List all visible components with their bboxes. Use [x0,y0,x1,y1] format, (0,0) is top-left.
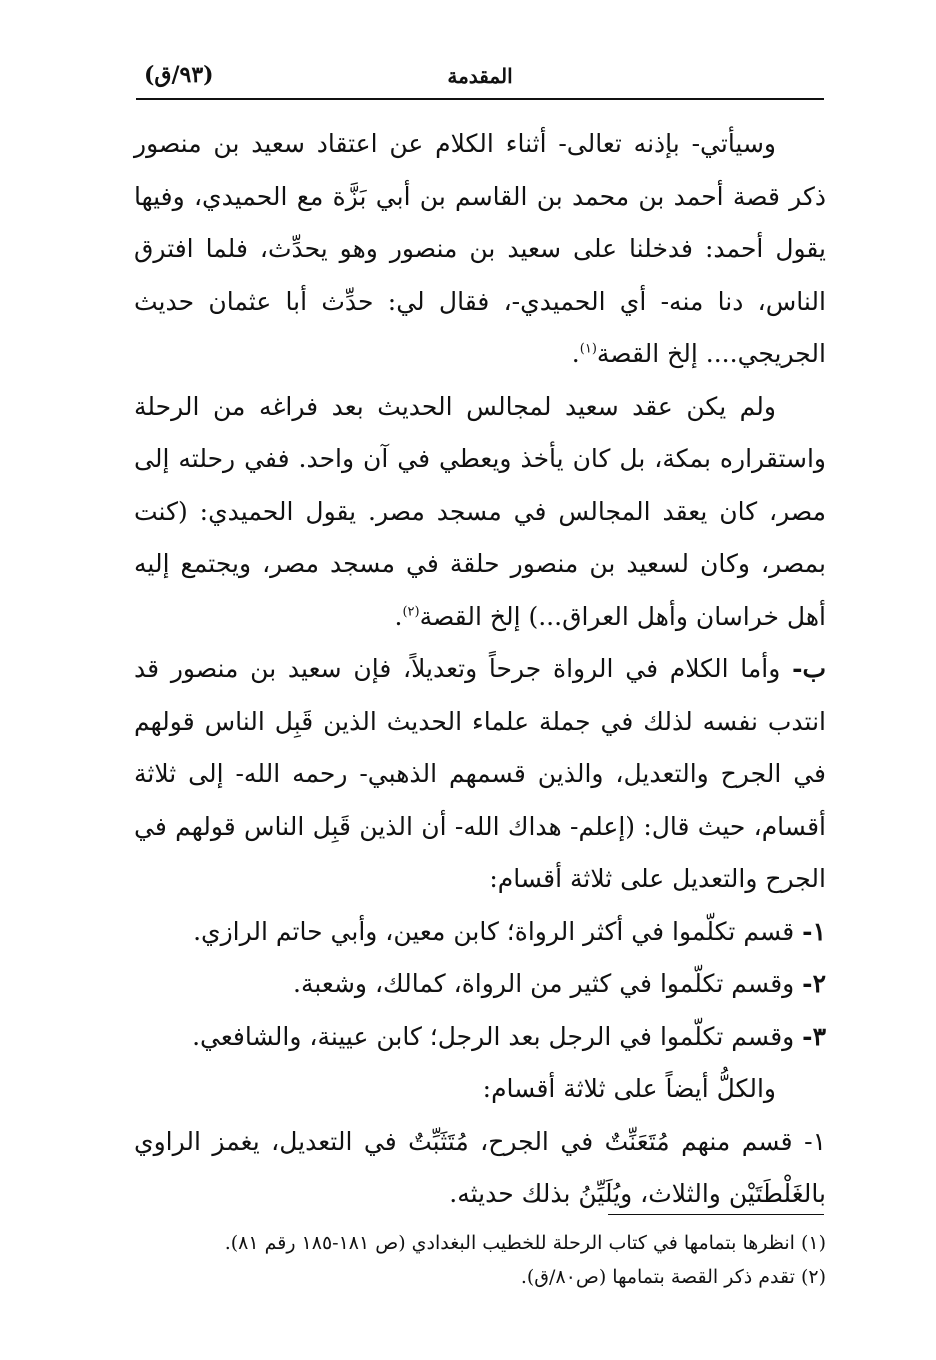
paragraph-1-text: وسيأتي- بإذنه تعالى- أثناء الكلام عن اعتقاد سعيد بن منصور ذكر قصة أحمد بن محمد بن القاسم بن أبي بَزَّة مع الحميدي، وفيها يقول أحمد: فدخلنا على سعيد بن منصور وهو يحدِّث، فلما افترق الناس، دنا منه- أي الحميدي-، فقال لي: حدِّث أبا عثمان حديث الجريجي.... إلخ القصة [134,129,826,368]
footnote-ref-1: (١) [579,341,597,357]
list-item-number: ٢- [802,969,826,998]
main-text [134,118,826,1221]
paragraph-2-text: ولم يكن عقد سعيد لمجالس الحديث بعد فراغه من الرحلة واستقراره بمكة، بل كان يأخذ ويعطي في آن واحد. ففي رحلته إلى مصر، كان يعقد المجالس في مسجد مصر. يقول الحميدي: (كنت بمصر، وكان لسعيد بن منصور حلقة في مسجد مصر، ويجتمع إليه أهل خراسان وأهل العراق...) إلخ القصة [134,391,826,631]
list-item-text: وقسم تكلّموا في الرجل بعد الرجل؛ كابن عيينة، والشافعي. [192,1021,803,1051]
paragraph-4: والكلُّ أيضاً على ثلاثة أقسام: [482,1074,776,1103]
header-title: المقدمة [447,64,513,88]
list-item-text: قسم تكلّموا في أكثر الرواة؛ كابن معين، وأبي حاتم الرازي. [193,916,803,946]
list-item-number: ٣- [802,1021,826,1051]
paragraph-1-end: . [571,339,580,368]
list-item-text: وقسم تكلّموا في كثير من الرواة، كمالك، وشعبة. [293,969,803,998]
footnote-1: (١) انظرها بتمامها في كتاب الرحلة للخطيب البغدادي (ص ١٨١-١٨٥ رقم ٨١). [224,1232,826,1254]
section-letter: ب- [792,654,826,683]
header-divider [136,98,824,100]
list-item [134,958,826,1011]
list-item [134,906,826,959]
paragraph-2 [134,381,826,644]
footnote-ref-2: (٢) [402,604,420,620]
paragraph-5-number: ١- [804,1126,826,1156]
paragraph-3 [134,643,826,906]
footnote-divider [608,1214,824,1215]
paragraph-5 [134,1116,826,1221]
page-folio: (٩٣/ق) [144,62,214,88]
paragraph-5-text: قسم منهم مُتَعَنِّتٌ في الجرح، مُتَثَبِّتٌ في التعديل، يغمز الراوي بالغَلْطَتَيْن والثلاث، ويُلَيِّنُ بذلك حديثه. [134,1126,826,1208]
list-item-number: ١- [802,916,826,946]
paragraph-3-text: وأما الكلام في الرواة جرحاً وتعديلاً، فإن سعيد بن منصور قد انتدب نفسه لذلك في جملة علماء الحديث الذين قَبِل الناس قولهم في الجرح والتعديل، والذين قسمهم الذهبي- رحمه الله- إلى ثلاثة أقسام، حيث قال: (إعلم- هداك الله- أن الذين قَبِل الناس قولهم في الجرح والتعديل على ثلاثة أقسام: [134,654,826,893]
footnotes [134,1226,826,1294]
paragraph-1 [134,118,826,381]
running-header [136,58,824,98]
footnote-2: (٢) تقدم ذكر القصة بتمامها (ص٨٠/ق). [520,1266,826,1288]
paragraph-2-end: . [394,601,403,631]
list-item [134,1011,826,1064]
